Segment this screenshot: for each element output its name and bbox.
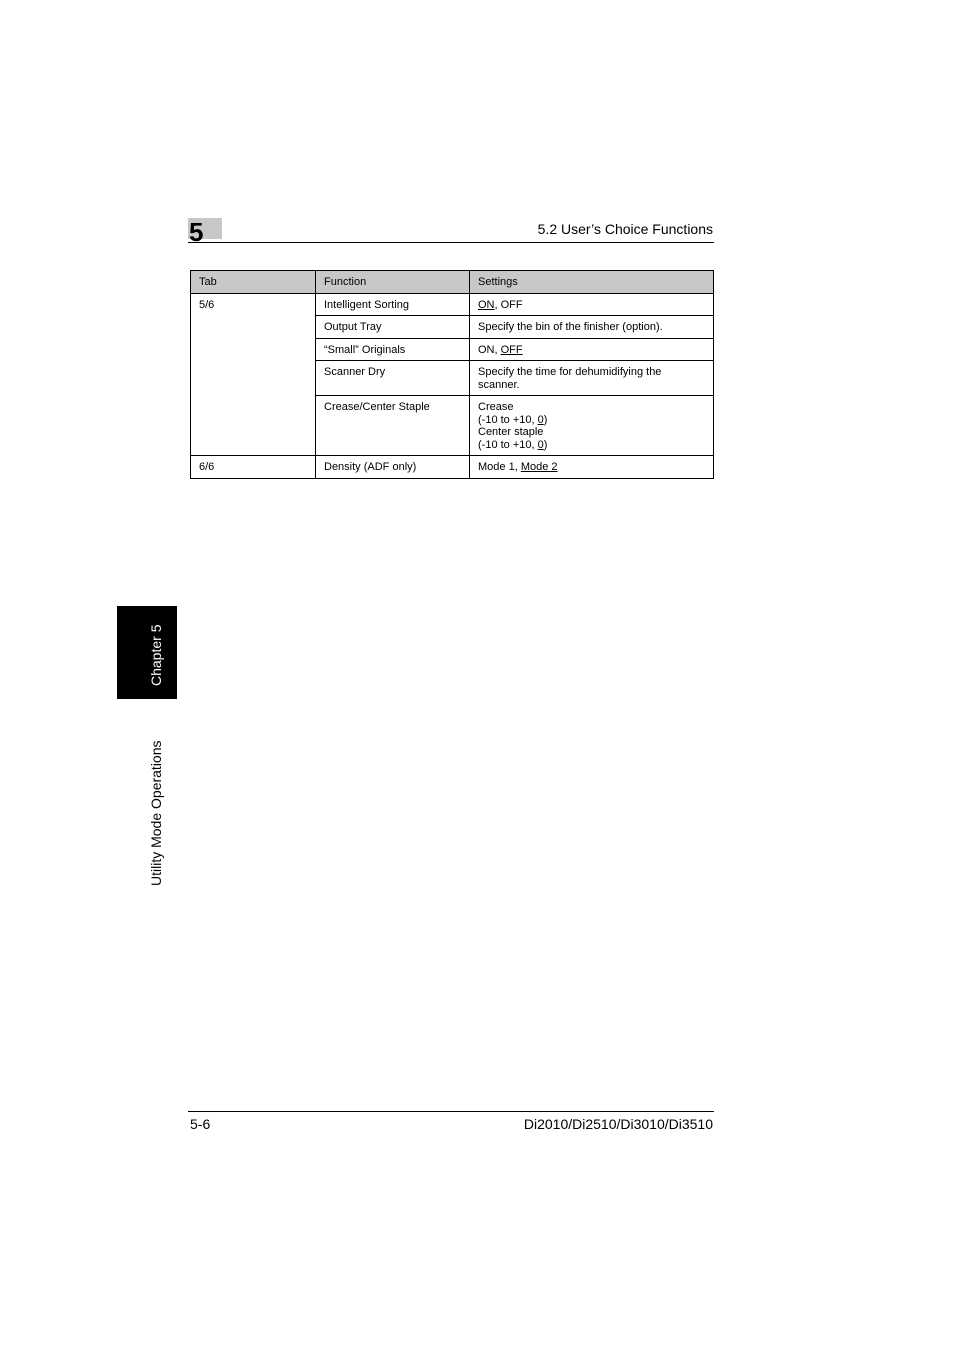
cell-tab: 5/6: [191, 293, 316, 456]
table-header-row: [191, 271, 714, 294]
setting-text: Center staple: [478, 426, 544, 438]
setting-text: Crease: [478, 401, 514, 413]
cell-settings: [470, 396, 714, 456]
side-tab-chapter-label: Chapter 5: [148, 624, 164, 686]
cell-function: Density (ADF only): [316, 456, 470, 479]
settings-table: [190, 270, 714, 479]
default-setting: 0: [537, 438, 544, 451]
setting-text: ): [543, 413, 548, 426]
cell-settings: [470, 316, 714, 339]
cell-settings: [470, 456, 714, 479]
cell-function: “Small” Originals: [316, 338, 470, 361]
cell-settings: [470, 293, 714, 316]
cell-function: Crease/Center Staple: [316, 396, 470, 456]
cell-tab: 6/6: [191, 456, 316, 479]
table-row: [191, 456, 714, 479]
default-setting: OFF: [500, 343, 523, 356]
table-body: [191, 293, 714, 478]
setting-text: (-10 to +10,: [478, 413, 538, 426]
cell-settings: [470, 361, 714, 396]
setting-text: ON,: [478, 343, 501, 356]
chapter-number: 5: [189, 217, 204, 247]
cell-function: Scanner Dry: [316, 361, 470, 396]
column-header-tab: Tab: [191, 271, 316, 294]
setting-text: , OFF: [494, 298, 523, 311]
cell-function: Output Tray: [316, 316, 470, 339]
column-header-function: Function: [316, 271, 470, 294]
setting-text: Mode 1,: [478, 461, 521, 473]
default-setting: ON: [478, 298, 495, 311]
setting-text: Specify the bin of the finisher (option).: [478, 321, 663, 333]
setting-text: (-10 to +10,: [478, 438, 538, 451]
model-names: Di2010/Di2510/Di3010/Di3510: [523, 1116, 713, 1132]
section-title: 5.2 User’s Choice Functions: [537, 221, 713, 237]
page-number: 5-6: [190, 1116, 211, 1132]
side-tab-section-label: Utility Mode Operations: [148, 740, 164, 886]
default-setting: 0: [537, 413, 544, 426]
setting-text: ): [543, 438, 548, 451]
cell-function: Intelligent Sorting: [316, 293, 470, 316]
column-header-settings: Settings: [470, 271, 714, 294]
table-row: [191, 293, 714, 316]
setting-text: Specify the time for dehumidifying the scanner.: [478, 366, 662, 391]
default-setting: Mode 2: [520, 461, 558, 473]
header-rule: [188, 242, 714, 243]
footer-rule: [188, 1111, 714, 1112]
cell-settings: [470, 338, 714, 361]
